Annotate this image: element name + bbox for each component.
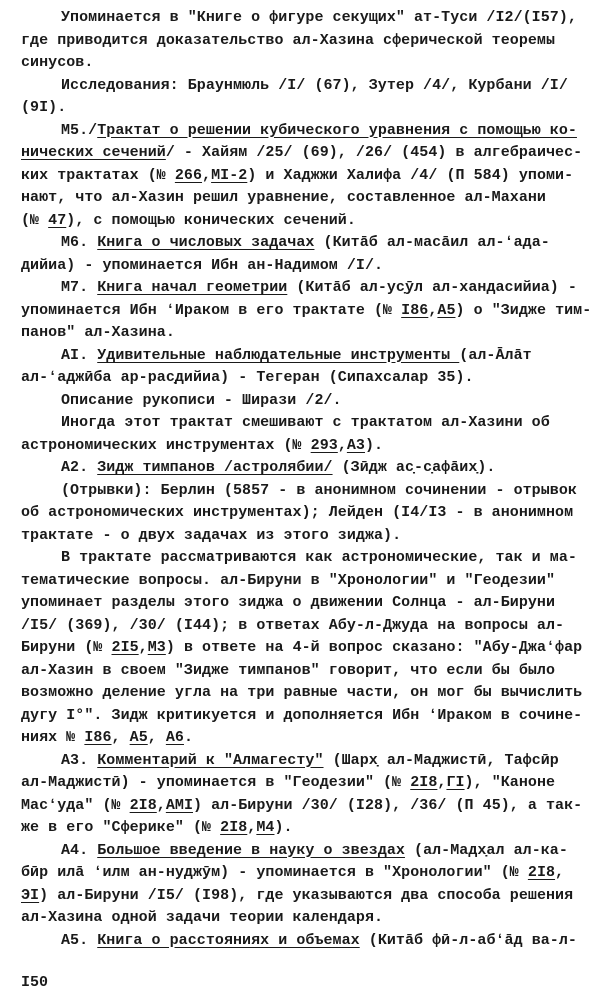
text-line <box>0 862 612 885</box>
underlined-segment: А5 <box>129 729 148 746</box>
underlined-segment: МI-2 <box>211 166 248 184</box>
text-segment: панов" ал-Хазина. <box>21 324 175 341</box>
paragraph <box>0 390 612 413</box>
paragraph <box>0 7 612 75</box>
text-segment: , <box>202 166 212 184</box>
text-segment: ал-Хазина одной задачи теории календаря. <box>21 909 384 926</box>
paragraph <box>0 840 612 930</box>
paragraph <box>0 480 612 548</box>
text-line <box>0 390 612 413</box>
underlined-segment: М3 <box>147 639 166 656</box>
text-segment: возможно деление угла на три равные части, он мог бы вычислить <box>21 684 583 701</box>
underlined-segment: I86 <box>84 729 112 746</box>
text-segment: Бируни (№ <box>21 639 112 656</box>
paragraph <box>0 547 612 750</box>
underlined-segment: 293 <box>310 436 338 454</box>
text-line <box>0 772 612 795</box>
underlined-segment: А6 <box>165 729 184 746</box>
text-line <box>0 165 612 188</box>
text-segment: . <box>183 729 194 746</box>
text-segment: Описание рукописи - Ширази /2/. <box>61 391 342 409</box>
text-line <box>0 142 612 165</box>
underlined-segment: 2I8 <box>129 796 157 814</box>
underlined-segment: АМI <box>165 796 193 814</box>
text-segment: / - Хайям /25/ (69), /26/ (454) в алгебраичес- <box>165 144 583 161</box>
text-segment: В трактате рассматриваются как астрономические, так и ма- <box>61 549 577 566</box>
text-line <box>0 322 612 345</box>
text-segment: , <box>156 796 166 814</box>
text-segment: (Шарх̣ ал-Маджистӣ, Тафсӣр <box>323 751 559 769</box>
underlined-segment: Книга о расстояниях и объемах <box>97 931 360 949</box>
underlined-segment: Удивительные наблюдательные инструменты <box>97 346 460 364</box>
paragraph <box>0 232 612 277</box>
text-line <box>0 187 612 210</box>
text-line <box>0 727 612 750</box>
text-segment: ал-ʻаджӣба ар-рас̣дийиа) - Тегеран (Сипахсалар 35). <box>21 369 474 386</box>
paragraph <box>0 412 612 457</box>
underlined-segment: 2I8 <box>410 774 438 791</box>
text-line <box>0 502 612 525</box>
text-segment: , <box>437 774 447 791</box>
document-body <box>0 7 612 952</box>
paragraph <box>0 750 612 840</box>
text-line <box>0 750 612 773</box>
underlined-segment: А5 <box>437 301 456 319</box>
text-segment: синусов. <box>21 54 94 71</box>
text-segment: ) ал-Бируни /30/ (I28), /36/ (П 45), а так- <box>193 796 583 814</box>
text-segment: /I5/ (369), /30/ (I44); в ответах Абу-л-Джуда на вопросы ал- <box>21 616 565 634</box>
text-line <box>0 525 612 548</box>
text-segment: (ал-Мадх̣ал ал-ка- <box>404 841 568 859</box>
text-segment: трактате - о двух задачах из этого зиджа). <box>21 526 402 544</box>
text-line <box>0 682 612 705</box>
text-segment: ниях № <box>21 729 85 746</box>
text-line <box>0 817 612 840</box>
text-segment: Исследования: Браунмюль /I/ (67), Зутер /4/, Курбани /I/ <box>61 76 568 94</box>
text-line <box>0 615 612 638</box>
text-line <box>0 277 612 300</box>
text-segment: , <box>555 864 565 881</box>
text-segment: Упоминается в "Книге о фигуре секущих" ат-Туси /I2/(I57), <box>61 9 577 26</box>
text-line <box>0 592 612 615</box>
text-segment: , <box>111 729 130 746</box>
text-segment: об астрономических инструментах); Лейден (I4/I3 - в анонимном <box>21 504 574 521</box>
text-segment: дийиа) - упоминается Ибн ан-Надимом /I/. <box>21 256 384 274</box>
text-segment: АI. <box>61 346 98 364</box>
text-segment: ) о "Зидже тим- <box>455 301 592 319</box>
text-segment: (Отрывки): Берлин (5857 - в анонимном сочинении - отрывок <box>61 481 577 499</box>
underlined-segment: Большое введение в науку о звездах <box>97 841 405 859</box>
text-line <box>0 907 612 930</box>
text-line <box>0 120 612 143</box>
text-segment: (Китāб фӣ-л-абʻāд ва-л- <box>359 931 577 949</box>
text-line <box>0 52 612 75</box>
text-line <box>0 97 612 120</box>
text-line <box>0 367 612 390</box>
text-line <box>0 660 612 683</box>
text-segment: ). <box>364 436 384 454</box>
paragraph <box>0 75 612 120</box>
text-line <box>0 232 612 255</box>
text-line <box>0 210 612 233</box>
text-line <box>0 547 612 570</box>
text-segment: бӣр илā ʻилм ан-нуджӯм) - упоминается в "Хронологии" (№ <box>21 864 528 881</box>
text-line <box>0 885 612 908</box>
text-segment: ких трактатах (№ <box>21 166 175 184</box>
underlined-segment: ЭI <box>21 886 40 904</box>
text-line <box>0 412 612 435</box>
underlined-segment: Комментарий к "Алмагесту" <box>97 751 324 769</box>
underlined-segment: нических сечений <box>21 144 166 161</box>
text-segment: упоминает разделы этого зиджа о движении Солнца - ал-Бируни <box>21 594 556 611</box>
text-segment: М6. <box>61 234 98 251</box>
text-segment: М5./ <box>61 121 98 139</box>
text-line <box>0 7 612 30</box>
underlined-segment: Книга начал геометрии <box>97 279 288 296</box>
text-segment: (ал-Āлāт <box>459 346 532 364</box>
text-line <box>0 300 612 323</box>
underlined-segment: 47 <box>48 211 67 229</box>
text-segment: ) ал-Бируни /I5/ (I98), где указываются два способа решения <box>39 886 574 904</box>
page-number: I50 <box>21 974 49 991</box>
text-segment: где приводится доказательство ал-Хазина сферической теоремы <box>21 31 556 49</box>
text-line <box>0 75 612 98</box>
paragraph <box>0 120 612 233</box>
text-segment: ). <box>274 819 293 836</box>
text-segment: Масʻуда" (№ <box>21 796 130 814</box>
text-segment: дугу I°". Зидж критикуется и дополняется Ибн ʻИраком в сочине- <box>21 706 583 724</box>
text-line <box>0 705 612 728</box>
text-segment: же в его "Сферике" (№ <box>21 819 221 836</box>
text-segment: , <box>138 639 148 656</box>
text-line <box>0 637 612 660</box>
underlined-segment: А3 <box>346 436 365 454</box>
text-line <box>0 345 612 368</box>
text-segment: ), с помощью конических сечений. <box>66 211 356 229</box>
text-line <box>0 457 612 480</box>
text-line <box>0 255 612 278</box>
underlined-segment: I86 <box>401 301 429 319</box>
text-segment: М7. <box>61 279 98 296</box>
text-segment: астрономических инструментах (№ <box>21 436 311 454</box>
text-line <box>0 795 612 818</box>
underlined-segment: Зидж тимпанов /астролябии/ <box>97 459 333 476</box>
underlined-segment: 266 <box>174 166 203 184</box>
text-segment: упоминается Ибн ʻИраком в его трактате (№ <box>21 301 402 319</box>
text-segment: ) в ответе на 4-й вопрос сказано: "Абу-Джаʻфар <box>165 639 583 656</box>
text-segment: , <box>147 729 166 746</box>
underlined-segment: Трактат о решении кубического уравнения с помощью ко- <box>97 121 577 139</box>
text-segment: А5. <box>61 931 98 949</box>
text-segment: ), "Каноне <box>464 774 556 791</box>
paragraph <box>0 457 612 480</box>
text-line <box>0 480 612 503</box>
text-segment: , <box>247 819 257 836</box>
underlined-segment: 2I8 <box>220 819 248 836</box>
underlined-segment: ГI <box>446 774 465 791</box>
text-segment: нают, что ал-Хазин решил уравнение, составленное ал-Махани <box>21 189 546 206</box>
underlined-segment: 2I5 <box>111 639 139 656</box>
text-segment: (№ <box>21 211 49 229</box>
underlined-segment: М4 <box>256 819 275 836</box>
paragraph <box>0 277 612 345</box>
underlined-segment: 2I8 <box>527 864 556 881</box>
text-segment: А3. <box>61 751 98 769</box>
text-segment: (Зӣдж ас̣-с̣афāих̣). <box>332 459 496 476</box>
paragraph <box>0 345 612 390</box>
underlined-segment: Книга о числовых задачах <box>97 234 315 251</box>
text-segment: Иногда этот трактат смешивают с трактатом ал-Хазини об <box>61 414 550 431</box>
text-line <box>0 840 612 863</box>
text-segment: А4. <box>61 841 98 859</box>
text-segment: (9I). <box>21 99 67 116</box>
text-segment: , <box>428 301 438 319</box>
text-line <box>0 570 612 593</box>
text-segment: ал-Хазин в своем "Зидже тимпанов" говорит, что если бы было <box>21 661 556 679</box>
text-segment: (Китāб ал-ус̣ӯл ал-хандасийиа) - <box>287 279 577 296</box>
text-segment: (Китāб ал-масāил ал-ʻада- <box>314 234 550 251</box>
text-segment: ал-Маджистӣ) - упоминается в "Геодезии" (№ <box>21 774 411 791</box>
text-line <box>0 435 612 458</box>
text-segment: тематические вопросы. ал-Бируни в "Хронологии" и "Геодезии" <box>21 571 556 589</box>
paragraph <box>0 930 612 953</box>
text-segment: А2. <box>61 459 98 476</box>
text-segment: ) и Хаджжи Халифа /4/ (П 584) упоми- <box>247 166 574 184</box>
text-line <box>0 30 612 53</box>
text-segment: , <box>337 436 347 454</box>
text-line <box>0 930 612 953</box>
